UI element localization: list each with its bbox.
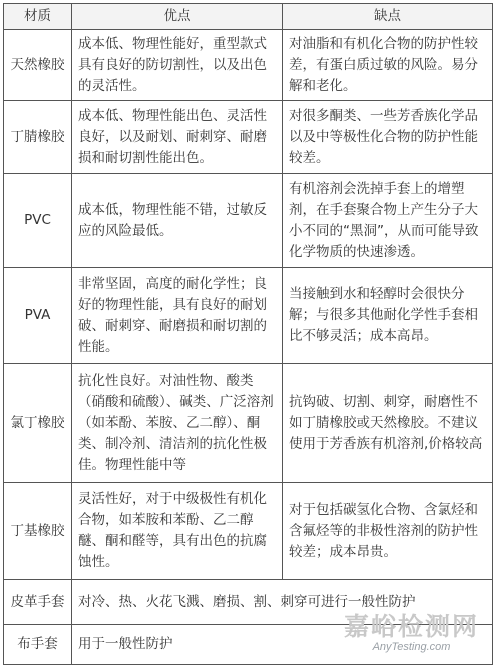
table-row	[4, 174, 493, 268]
header-row	[4, 4, 493, 30]
description-cell: 对冷、热、火花飞溅、磨损、割、刺穿可进行一般性防护	[72, 580, 493, 625]
material-cell: 布手套	[4, 625, 72, 665]
cons-cell: 对油脂和有机化合物的防护性较差，有蛋白质过敏的风险。易分解和老化。	[283, 30, 493, 101]
material-cell: 皮革手套	[4, 580, 72, 625]
pros-cell: 抗化性良好。对油性物、酸类（硝酸和硫酸）、碱类、广泛溶剂（如苯酚、苯胺、乙二醇）、酮类、制冷剂、清洁剂的抗化性极佳。物理性能中等	[72, 364, 283, 483]
header-pros: 优点	[72, 4, 283, 30]
material-cell: PVC	[4, 174, 72, 268]
material-cell: 天然橡胶	[4, 30, 72, 101]
cons-cell: 当接触到水和轻醇时会很快分解；与很多其他耐化学性手套相比不够灵活；成本高昂。	[283, 268, 493, 364]
pros-cell: 成本低、物理性能好，重型款式具有良好的防切割性，以及出色的灵活性。	[72, 30, 283, 101]
pros-cell: 非常坚固，高度的耐化学性；良好的物理性能，具有良好的耐划破、耐刺穿、耐磨损和耐切割的性能。	[72, 268, 283, 364]
table-row	[4, 30, 493, 101]
table-row	[4, 364, 493, 483]
cons-cell: 有机溶剂会洗掉手套上的增塑剂，在手套聚合物上产生分子大小不同的“黑洞”，从而可能导致化学物质的快速渗透。	[283, 174, 493, 268]
watermark-title: 嘉峪检测网	[343, 612, 479, 641]
pros-cell: 灵活性好，对于中级极性有机化合物，如苯胺和苯酚、乙二醇醚、酮和醛等，具有出色的抗腐蚀性。	[72, 483, 283, 580]
header-cons: 缺点	[283, 4, 493, 30]
glove-material-table	[3, 3, 493, 665]
table-row	[4, 483, 493, 580]
material-cell: 氯丁橡胶	[4, 364, 72, 483]
material-cell: PVA	[4, 268, 72, 364]
table-row	[4, 101, 493, 174]
cons-cell: 抗钩破、切割、刺穿，耐磨性不如丁腈橡胶或天然橡胶。不建议使用于芳香族有机溶剂,价格较高	[283, 364, 493, 483]
pros-cell: 成本低、物理性能出色、灵活性良好，以及耐划、耐刺穿、耐磨损和耐切割性能出色。	[72, 101, 283, 174]
material-cell: 丁腈橡胶	[4, 101, 72, 174]
header-material: 材质	[4, 4, 72, 30]
table-row	[4, 580, 493, 625]
material-cell: 丁基橡胶	[4, 483, 72, 580]
table-row	[4, 625, 493, 665]
cons-cell: 对于包括碳氢化合物、含氯烃和含氟烃等的非极性溶剂的防护性较差；成本昂贵。	[283, 483, 493, 580]
cons-cell: 对很多酮类、一些芳香族化学品以及中等极性化合物的防护性能较差。	[283, 101, 493, 174]
pros-cell: 成本低，物理性能不错，过敏反应的风险最低。	[72, 174, 283, 268]
description-cell: 用于一般性防护	[72, 625, 493, 665]
watermark-url: AnyTesting.com	[372, 641, 451, 653]
table-row	[4, 268, 493, 364]
